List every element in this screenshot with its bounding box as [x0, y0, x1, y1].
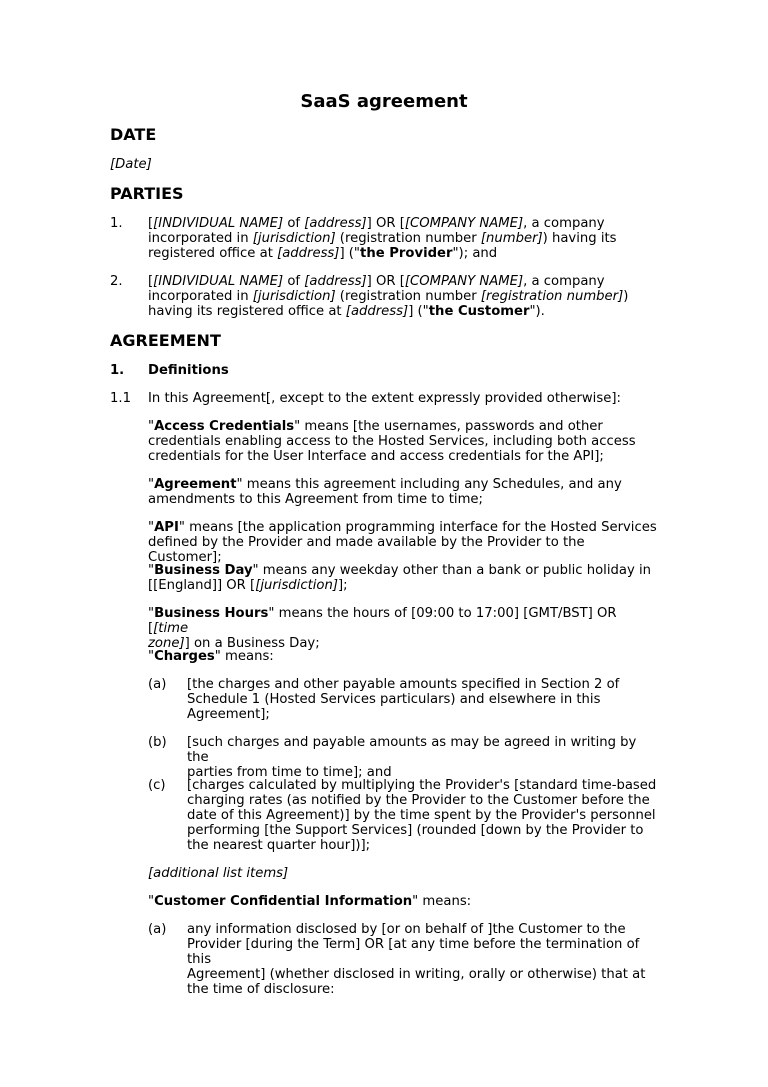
list-item-text [187, 735, 662, 780]
party-2-regno-pre: (registration number [335, 289, 481, 304]
regno-placeholder: [registration number] [480, 289, 624, 304]
list-line: Agreement]; [187, 707, 270, 722]
defined-term: Business Day [154, 563, 253, 578]
address-placeholder: [address] [304, 274, 367, 289]
individual-name-placeholder: [INDIVIDUAL NAME] [153, 216, 284, 231]
definition-api: "API" means [the application programming interface for the Hosted Services defined by the Provider and made available by the Provider to the Customer]; [148, 520, 657, 565]
agreement-heading: AGREEMENT [110, 331, 221, 350]
defined-term-customer: the Customer [428, 304, 530, 319]
definition-text: credentials for the User Interface and access credentials for the API]; [148, 449, 604, 464]
definition-text: " means this agreement including any Schedules, and any [236, 477, 622, 492]
definition-business-hours: "Business Hours" means the hours of [09:00 to 17:00] [GMT/BST] OR [[time zone]] on a Business Day; [148, 606, 617, 651]
party-2-line-2 [148, 289, 658, 304]
clause-text: In this Agreement[, except to the extent expressly provided otherwise]: [148, 391, 621, 406]
definition-text: defined by the Provider and made available by the Provider to the Customer]; [148, 535, 585, 565]
list-line: performing [the Support Services] (rounded [down by the Provider to [187, 823, 644, 838]
party-1-line-3 [148, 246, 658, 261]
list-line: Provider [during the Term] OR [at any time before the termination of this [187, 937, 640, 967]
party-1-or: ] OR [ [366, 216, 405, 231]
list-item-number: (c) [148, 778, 166, 793]
regno-placeholder: [number] [480, 231, 543, 246]
company-name-placeholder: [COMPANY NAME] [404, 216, 524, 231]
list-line: Schedule 1 (Hosted Services particulars) and elsewhere in this [187, 692, 601, 707]
document-title: SaaS agreement [300, 91, 468, 112]
party-2-or: ] OR [ [366, 274, 405, 289]
definition-text: " means any weekday other than a bank or public holiday in [252, 563, 651, 578]
party-1-line-1: [[INDIVIDUAL NAME] of [address]] OR [[COMPANY NAME], a company [148, 216, 605, 231]
definition-access-credentials: "Access Credentials" means [the usernames, passwords and other credentials enabling access to the Hosted Services, including both access credentials for the User Interface and access credentials for the API]; [148, 419, 658, 464]
section-number: 1. [110, 363, 125, 378]
party-2-a-company: , a company [523, 274, 605, 289]
party-1-end: "); and [452, 246, 498, 261]
list-line: parties from time to time]; and [187, 765, 392, 780]
list-line: [the charges and other payable amounts specified in Section 2 of [187, 677, 620, 692]
defined-term: Customer Confidential Information [154, 894, 413, 909]
address-placeholder: [address] [345, 304, 409, 319]
party-1-a-company: , a company [523, 216, 605, 231]
party-1-incorporated: incorporated in [148, 231, 253, 246]
party-2-regno-post: ) [623, 289, 629, 304]
defined-term: Business Hours [154, 606, 269, 621]
jurisdiction-placeholder: [jurisdiction] [252, 231, 336, 246]
definition-text: " means [the application programming interface for the Hosted Services [178, 520, 657, 535]
address-placeholder: [address] [304, 216, 367, 231]
company-name-placeholder: [COMPANY NAME] [404, 274, 524, 289]
list-line: any information disclosed by [or on behalf of ]the Customer to the [187, 922, 626, 937]
party-1-office: registered office at [148, 246, 278, 261]
party-2-quote-open: ] (" [408, 304, 429, 319]
party-2-line-1: [[INDIVIDUAL NAME] of [address]] OR [[COMPANY NAME], a company [148, 274, 605, 289]
definition-charges: "Charges" means: [148, 649, 274, 664]
definition-text: " means: [214, 649, 274, 664]
time-zone-placeholder: zone] [148, 636, 185, 651]
party-2-office: having its registered office at [148, 304, 346, 319]
party-2-text [148, 274, 658, 319]
list-item-number: (b) [148, 735, 167, 750]
party-1-number: 1. [110, 216, 123, 231]
defined-term: API [154, 520, 179, 535]
definition-text: " means: [412, 894, 472, 909]
date-placeholder: [Date] [110, 157, 152, 172]
definition-text: " means [the usernames, passwords and other [294, 419, 603, 434]
list-item-number: (a) [148, 922, 167, 937]
list-item-number: (a) [148, 677, 167, 692]
definition-text: ]; [338, 578, 348, 593]
definition-text: amendments to this Agreement from time to time; [148, 492, 483, 507]
definition-text: " means the hours of [09:00 to 17:00] [GMT/BST] OR [ [148, 606, 617, 636]
definition-business-day: "Business Day" means any weekday other than a bank or public holiday in [[England]] OR [[jurisdiction]]; [148, 563, 651, 593]
time-zone-placeholder: [time [153, 621, 189, 636]
party-1-quote-open: ] (" [339, 246, 361, 261]
definition-text: credentials enabling access to the Hosted Services, including both access [148, 434, 636, 449]
party-2-incorporated: incorporated in [148, 289, 253, 304]
party-1-regno-pre: (registration number [335, 231, 481, 246]
list-item-text [187, 677, 662, 722]
additional-items-note [148, 866, 658, 881]
definition-agreement: "Agreement" means this agreement including any Schedules, and any amendments to this Agreement from time to time; [148, 477, 658, 507]
party-2-end: "). [529, 304, 545, 319]
party-1-line-2 [148, 231, 658, 246]
address-placeholder: [address] [277, 246, 340, 261]
jurisdiction-placeholder: [jurisdiction] [252, 289, 336, 304]
party-1-regno-post: ) having its [542, 231, 617, 246]
party-2-number: 2. [110, 274, 123, 289]
list-item-text [187, 922, 662, 997]
date-heading: DATE [110, 125, 157, 144]
definition-text: ] on a Business Day; [184, 636, 320, 651]
party-2-line-3 [148, 304, 658, 319]
defined-term: Access Credentials [154, 419, 295, 434]
additional-items-placeholder: [additional list items] [148, 866, 289, 881]
list-line: Agreement] (whether disclosed in writing, orally or otherwise) that at [187, 967, 646, 982]
party-2-of: of [283, 274, 305, 289]
party-1-of: of [283, 216, 305, 231]
party-1-text [148, 216, 658, 261]
list-line: the nearest quarter hour])]; [187, 838, 371, 853]
jurisdiction-placeholder: [jurisdiction] [255, 578, 339, 593]
parties-heading: PARTIES [110, 184, 184, 203]
list-line: [charges calculated by multiplying the Provider's [standard time-based [187, 778, 657, 793]
individual-name-placeholder: [INDIVIDUAL NAME] [153, 274, 284, 289]
defined-term: Charges [154, 649, 215, 664]
list-line: the time of disclosure: [187, 982, 335, 997]
list-line: [such charges and payable amounts as may be agreed in writing by the [187, 735, 637, 765]
list-line: charging rates (as notified by the Provider to the Customer before the [187, 793, 650, 808]
defined-term-provider: the Provider [360, 246, 453, 261]
defined-term: Agreement [154, 477, 237, 492]
definition-customer-confidential-information: "Customer Confidential Information" means: [148, 894, 472, 909]
clause-number: 1.1 [110, 391, 131, 406]
list-item-text [187, 778, 662, 853]
definition-text: [[England]] OR [ [148, 578, 256, 593]
date-value [110, 157, 152, 172]
section-title: Definitions [148, 363, 229, 378]
list-line: date of this Agreement)] by the time spent by the Provider's personnel [187, 808, 656, 823]
